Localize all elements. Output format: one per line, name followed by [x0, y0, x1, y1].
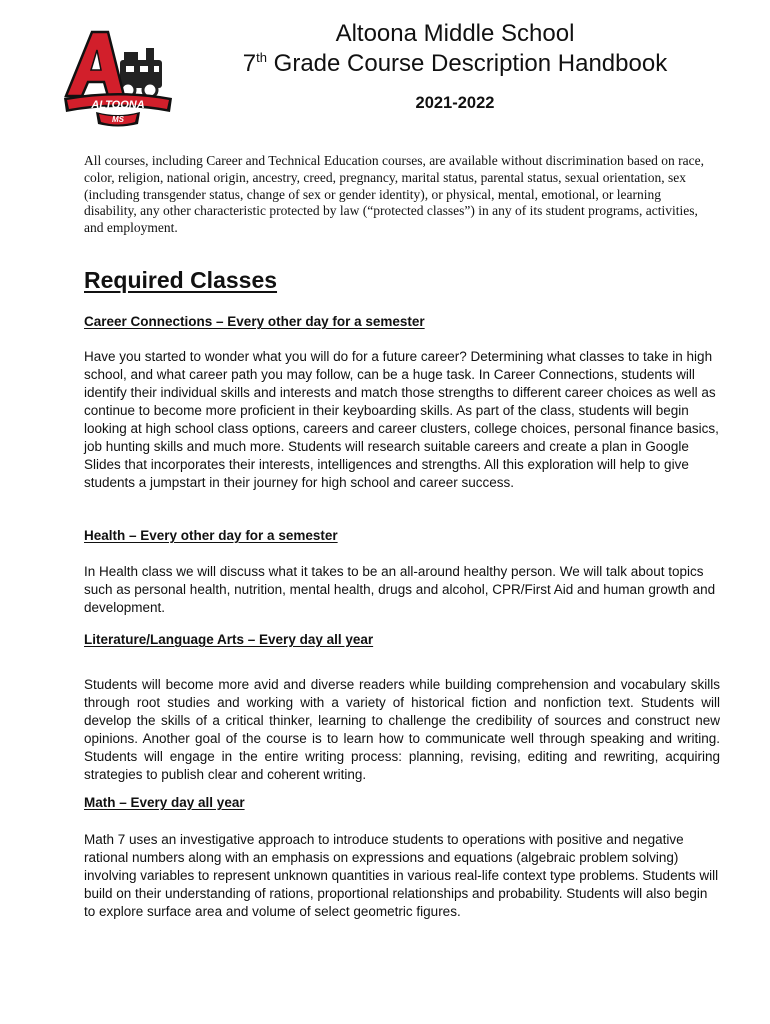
logo-wordmark: ALTOONA — [91, 99, 145, 111]
letter-a-graphic — [66, 32, 124, 96]
nondiscrimination-notice: All courses, including Career and Technical Education courses, are available without discrimination based on race, color, religion, national origin, ancestry, creed, pregnancy, marital status, parental status, sexual orientation, sex (including transgender status, change of sex or gender identity), or physical, mental, emotional, or learning disability, any other characteristic protected by law (“protected classes”) in any of its student programs, activities, and employment. — [84, 153, 704, 236]
school-year: 2021-2022 — [415, 94, 495, 112]
school-title: Altoona Middle School — [335, 20, 575, 47]
grade-number: 7 — [242, 50, 257, 77]
course-description-language-arts: Students will become more avid and diverse readers while building comprehension and vocabulary skills through root studies and working with a variety of historical fiction and nonfiction text. Students will develop the skills of a critical thinker, learning to challenge the credibility of sources and construct new opinions. Another goal of the course is to learn how to communicate well through speaking and writing. Students will engage in the entire writing process: planning, revising, editing and rewriting, acquiring strategies to publish clear and coherent writing. — [84, 677, 720, 782]
course-heading-health: Health – Every other day for a semester — [84, 528, 338, 543]
grade-suffix: th — [256, 50, 267, 65]
ms-banner — [96, 112, 140, 127]
course-description-health: In Health class we will discuss what it takes to be an all-around healthy person. We will talk about topics such as personal health, nutrition, mental health, drugs and alcohol, CPR/First Aid and human growth and development. — [84, 564, 716, 615]
course-heading-math: Math – Every day all year — [84, 795, 245, 810]
course-description-math: Math 7 uses an investigative approach to introduce students to operations with positive and negative rational numbers along with an emphasis on expressions and equations (algebraic problem solving) involving variables to represent unknown quantities in various real-life context type problems. Students will build on their understanding of rations, proportional relationships and probability. Students will also begin to explore surface area and volume of select geometric figures. — [84, 832, 719, 919]
course-heading-language-arts: Literature/Language Arts – Every day all year — [84, 632, 374, 647]
course-heading-career-connections: Career Connections – Every other day for a semester — [84, 314, 425, 329]
logo-subtext: MS — [112, 115, 124, 124]
train-graphic — [120, 48, 162, 97]
section-title: Required Classes — [84, 267, 278, 293]
course-description-career-connections: Have you started to wonder what you will do for a future career? Determining what classes to take in high school, and what career path you may follow, can be a huge task. In Career Connections, students will identify their individual skills and interests and match those strengths to different career choices as well as continue to become more proficient in their keyboarding skills. As part of the class, students will begin looking at high school class options, careers and career clusters, college choices, personal finance basics, job hunting skills and much more. Students will research suitable careers and create a plan in Google Slides that incorporates their interests, intelligences and strengths. All this exploration will help to give students a jumpstart in their journey for high school and career success. — [84, 349, 719, 490]
altoona-banner — [64, 93, 172, 112]
handbook-title — [205, 50, 705, 78]
altoona-ms-logo — [62, 30, 174, 128]
handbook-title-rest: Grade Course Description Handbook — [266, 50, 668, 77]
